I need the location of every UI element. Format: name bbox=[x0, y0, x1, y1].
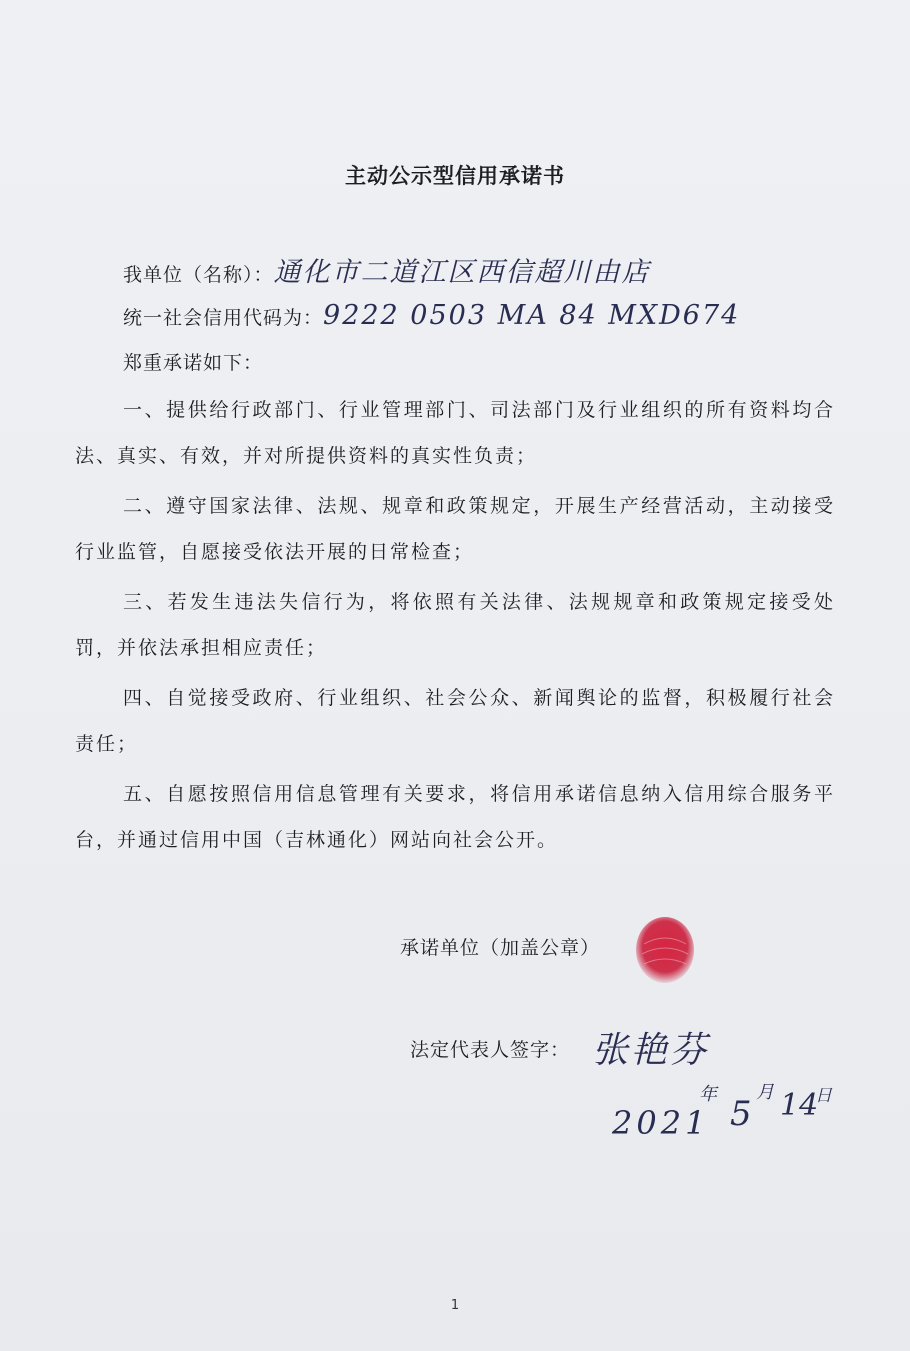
commitment-item-1: 一、提供给行政部门、行业管理部门、司法部门及行业组织的所有资料均合法、真实、有效，并对所提供资料的真实性负责； bbox=[75, 399, 835, 467]
commitment-item-4: 四、自觉接受政府、行业组织、社会公众、新闻舆论的监督，积极履行社会责任； bbox=[75, 687, 835, 755]
unit-name-line bbox=[123, 250, 651, 289]
date-day: 14 bbox=[780, 1088, 819, 1123]
legal-rep-label: 法定代表人签字： bbox=[410, 1039, 571, 1061]
commitment-item-5: 五、自愿按照信用信息管理有关要求，将信用承诺信息纳入信用综合服务平台，并通过信用中国（吉林通化）网站向社会公开。 bbox=[75, 783, 835, 851]
commitment-item-3: 三、若发生违法失信行为，将依照有关法律、法规规章和政策规定接受处罚，并依法承担相应责任； bbox=[75, 591, 835, 659]
date-month: 5 bbox=[730, 1094, 752, 1134]
commitment-item-2: 二、遵守国家法律、法规、规章和政策规定，开展生产经营活动，主动接受行业监管，自愿接受依法开展的日常检查； bbox=[75, 495, 835, 563]
credit-code-handwritten: 9222 0503 MA 84 MXD674 bbox=[323, 300, 741, 331]
date-month-unit: 月 bbox=[756, 1082, 774, 1103]
legal-rep-signature: 张艳芬 bbox=[592, 1030, 710, 1071]
credit-code-line bbox=[123, 300, 740, 331]
date-year: 2021 bbox=[612, 1104, 710, 1142]
credit-code-label: 统一社会信用代码为： bbox=[123, 307, 324, 329]
seal-label: 承诺单位（加盖公章） bbox=[400, 937, 601, 959]
intro-text: 郑重承诺如下： bbox=[123, 352, 264, 374]
date-year-unit: 年 bbox=[699, 1084, 717, 1105]
unit-label: 我单位（名称）： bbox=[123, 264, 274, 286]
document-title: 主动公示型信用承诺书 bbox=[345, 164, 565, 188]
page-number: 1 bbox=[450, 1298, 460, 1313]
unit-name-handwritten: 通化市二道江区西信超川由店 bbox=[273, 257, 651, 288]
seal-stamp bbox=[632, 914, 698, 986]
date-day-unit: 日 bbox=[815, 1086, 832, 1106]
